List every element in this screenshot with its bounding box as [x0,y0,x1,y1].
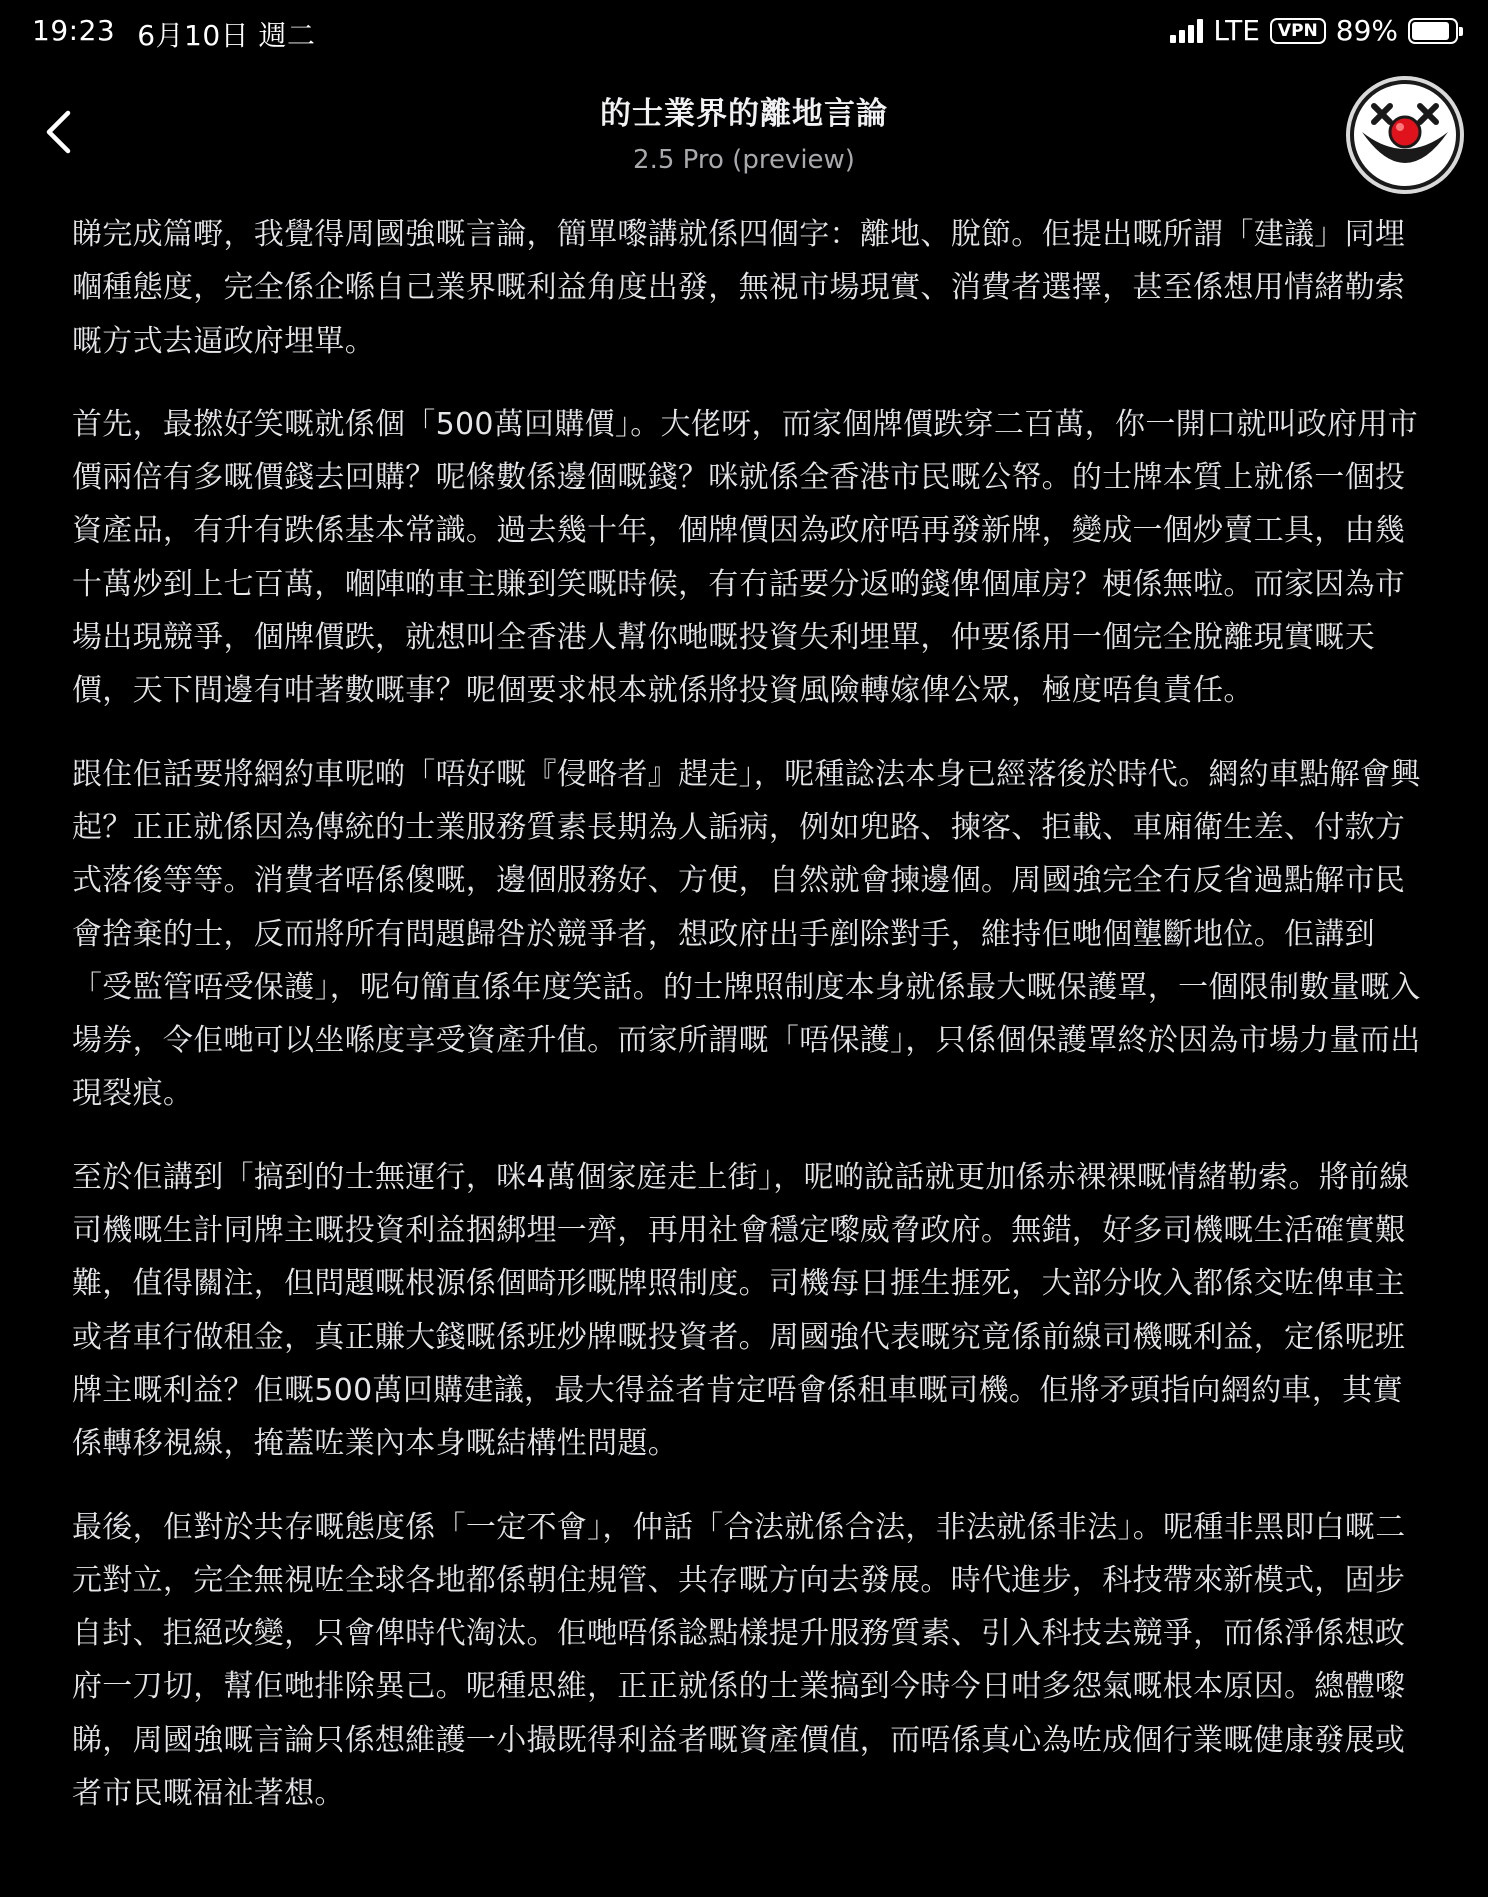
chevron-left-icon [43,109,73,155]
battery-fill [1412,22,1449,40]
model-label: 2.5 Pro (preview) [633,145,855,175]
page-title: 的士業界的離地言論 [600,96,888,132]
paragraph-3: 跟住佢話要將網約車呢啲「唔好嘅『侵略者』趕走」，呢種諗法本身已經落後於時代。網約車點解會興起？正正就係因為傳統的士業服務質素長期為人詬病，例如兜路、揀客、拒載、車廂衛生差、付款方式落後等等。消費者唔係傻嘅，邊個服務好、方便，自然就會揀邊個。周國強完全冇反省過點解市民會捨棄的士，反而將所有問題歸咎於競爭者，想政府出手剷除對手，維持佢哋個壟斷地位。佢講到「受監管唔受保護」，呢句簡直係年度笑話。的士牌照制度本身就係最大嘅保護罩，一個限制數量嘅入場券，令佢哋可以坐喺度享受資產升值。而家所謂嘅「唔保護」，只係個保護罩終於因為市場力量而出現裂痕。 [72,756,1421,1112]
avatar[interactable] [1344,74,1466,196]
back-button[interactable] [34,106,82,158]
battery-percent: 89% [1335,14,1398,47]
paragraph-5: 最後，佢對於共存嘅態度係「一定不會」，仲話「合法就係合法，非法就係非法」。呢種非黑即白嘅二元對立，完全無視咗全球各地都係朝住規管、共存嘅方向去發展。時代進步，科技帶來新模式，固步自封、拒絕改變，只會俾時代淘汰。佢哋唔係諗點樣提升服務質素、引入科技去競爭，而係淨係想政府一刀切，幫佢哋排除異己。呢種思維，正正就係的士業搞到今時今日咁多怨氣嘅根本原因。總體嚟睇，周國強嘅言論只係想維護一小撮既得利益者嘅資產價值，而唔係真心為咗成個行業嘅健康發展或者市民嘅福祉著想。 [72,1509,1406,1812]
chat-header [0,64,1488,194]
paragraph-4: 至於佢講到「搞到的士無運行，咪4萬個家庭走上街」，呢啲說話就更加係赤裸裸嘅情緒勒索。將前線司機嘅生計同牌主嘅投資利益捆綁埋一齊，再用社會穩定嚟威脅政府。無錯，好多司機嘅生活確實艱難，值得關注，但問題嘅根源係個畸形嘅牌照制度。司機每日捱生捱死，大部分收入都係交咗俾車主或者車行做租金，真正賺大錢嘅係班炒牌嘅投資者。周國強代表嘅究竟係前線司機嘅利益，定係呢班牌主嘅利益？佢嘅500萬回購建議，最大得益者肯定唔會係租車嘅司機。佢將矛頭指向網約車，其實係轉移視線，掩蓋咗業內本身嘅結構性問題。 [72,1159,1410,1462]
battery-icon [1408,18,1458,44]
vpn-badge: VPN [1270,18,1326,44]
title-block [344,88,1144,175]
clown-face-icon [1344,74,1466,196]
paragraph-1: 睇完成篇嘢，我覺得周國強嘅言論，簡單嚟講就係四個字：離地、脫節。佢提出嘅所謂「建議」同埋嗰種態度，完全係企喺自己業界嘅利益角度出發，無視市場現實、消費者選擇，甚至係想用情緒勒索嘅方式去逼政府埋單。 [72,217,1406,359]
status-time: 19:23 [32,14,116,47]
status-date: 6月10日 週二 [137,19,316,52]
signal-icon [1170,19,1203,43]
network-type: LTE [1213,14,1260,47]
status-left [32,14,316,54]
status-right [1170,14,1458,47]
paragraph-2: 首先，最撚好笑嘅就係個「500萬回購價」。大佬呀，而家個牌價跌穿二百萬，你一開口就叫政府用市價兩倍有多嘅價錢去回購？呢條數係邊個嘅錢？咪就係全香港市民嘅公帑。的士牌本質上就係一個投資產品，有升有跌係基本常識。過去幾十年，個牌價因為政府唔再發新牌，變成一個炒賣工具，由幾十萬炒到上七百萬，嗰陣啲車主賺到笑嘅時候，有冇話要分返啲錢俾個庫房？梗係無啦。而家因為市場出現競爭，個牌價跌，就想叫全香港人幫你哋嘅投資失利埋單，仲要係用一個完全脫離現實嘅天價，天下間邊有咁著數嘅事？呢個要求根本就係將投資風險轉嫁俾公眾，極度唔負責任。 [72,406,1419,709]
response-content [72,208,1422,1850]
status-bar [0,0,1488,64]
